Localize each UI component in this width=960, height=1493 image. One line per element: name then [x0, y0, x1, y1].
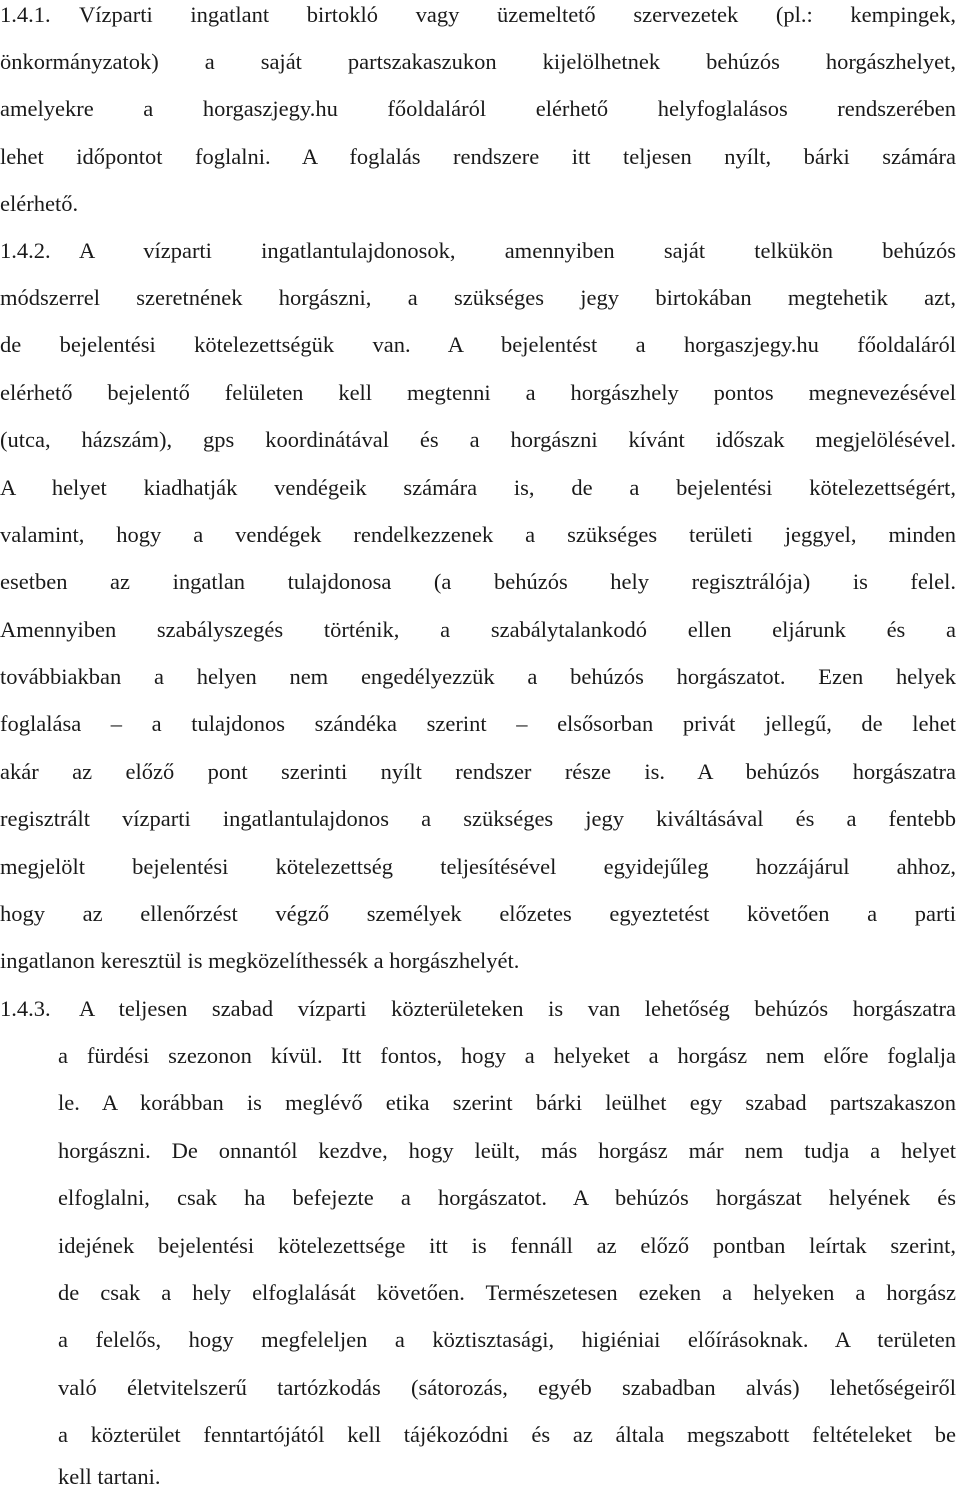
paragraph-line: elfoglalni, csak ha befejezte a horgászatot. A behúzós horgászat helyének és — [58, 1185, 956, 1210]
paragraph-line: de csak a hely elfoglalását követően. Természetesen ezeken a helyeken a horgász — [58, 1280, 956, 1305]
paragraph-line: A teljesen szabad vízparti közterületeken is van lehetőség behúzós horgászatra — [79, 996, 956, 1021]
paragraph-line: ingatlanon keresztül is megközelíthessék a horgászhelyét. — [0, 948, 520, 973]
paragraph-1-4-2 — [0, 236, 960, 996]
paragraph-line: A vízparti ingatlantulajdonosok, amennyiben saját telkükön behúzós — [79, 238, 956, 263]
paragraph-line: de bejelentési kötelezettségük van. A bejelentést a horgaszjegy.hu főoldaláról — [0, 332, 956, 357]
paragraph-1-4-3 — [0, 994, 960, 1493]
paragraph-line: hogy az ellenőrzést végző személyek előzetes egyeztetést követően a parti — [0, 901, 956, 926]
paragraph-line: horgászni. De onnantól kezdve, hogy leült, más horgász már nem tudja a helyet — [58, 1138, 956, 1163]
paragraph-line: akár az előző pont szerinti nyílt rendszer része is. A behúzós horgászatra — [0, 759, 956, 784]
paragraph-number: 1.4.1. — [0, 2, 51, 27]
paragraph-line: önkormányzatok) a saját partszakaszukon kijelölhetnek behúzós horgászhelyet, — [0, 49, 956, 74]
paragraph-line: elérhető. — [0, 191, 79, 216]
paragraph-line: esetben az ingatlan tulajdonosa (a behúzós hely regisztrálója) is felel. — [0, 569, 956, 594]
paragraph-line: való életvitelszerű tartózkodás (sátorozás, egyéb szabadban alvás) lehetőségeiről — [58, 1375, 956, 1400]
paragraph-line: megjelölt bejelentési kötelezettség teljesítésével egyidejűleg hozzájárul ahhoz, — [0, 854, 956, 879]
paragraph-line: foglalása – a tulajdonos szándéka szerint – elsősorban privát jellegű, de lehet — [0, 711, 956, 736]
paragraph-number: 1.4.2. — [0, 238, 51, 263]
paragraph-number: 1.4.3. — [0, 996, 51, 1021]
paragraph-line: amelyekre a horgaszjegy.hu főoldaláról elérhető helyfoglalásos rendszerében — [0, 96, 956, 121]
paragraph-line: továbbiakban a helyen nem engedélyezzük a behúzós horgászatot. Ezen helyek — [0, 664, 956, 689]
paragraph-line: le. A korábban is meglévő etika szerint bárki leülhet egy szabad partszakaszon — [58, 1090, 956, 1115]
paragraph-line: Amennyiben szabályszegés történik, a szabálytalankodó ellen eljárunk és a — [0, 617, 956, 642]
paragraph-line: a fürdési szezonon kívül. Itt fontos, hogy a helyeket a horgász nem előre foglalja — [58, 1043, 956, 1068]
paragraph-line: (utca, házszám), gps koordinátával és a horgászni kívánt időszak megjelölésével. — [0, 427, 956, 452]
paragraph-line: kell tartani. — [58, 1464, 161, 1489]
paragraph-line: a felelős, hogy megfeleljen a köztisztasági, higiéniai előírásoknak. A területen — [58, 1327, 956, 1352]
paragraph-line: regisztrált vízparti ingatlantulajdonos a szükséges jegy kiváltásával és a fentebb — [0, 806, 956, 831]
paragraph-line: módszerrel szeretnének horgászni, a szükséges jegy birtokában megtehetik azt, — [0, 285, 956, 310]
paragraph-line: A helyet kiadhatják vendégeik számára is, de a bejelentési kötelezettségért, — [0, 475, 956, 500]
paragraph-line: idejének bejelentési kötelezettsége itt is fennáll az előző pontban leírtak szerint, — [58, 1233, 956, 1258]
paragraph-line: lehet időpontot foglalni. A foglalás rendszere itt teljesen nyílt, bárki számára — [0, 144, 956, 169]
paragraph-line: valamint, hogy a vendégek rendelkezzenek a szükséges területi jeggyel, minden — [0, 522, 956, 547]
paragraph-line: elérhető bejelentő felületen kell megtenni a horgászhely pontos megnevezésével — [0, 380, 956, 405]
paragraph-1-4-1 — [0, 0, 960, 240]
paragraph-line: Vízparti ingatlant birtokló vagy üzemeltető szervezetek (pl.: kempingek, — [79, 2, 956, 27]
paragraph-line: a közterület fenntartójától kell tájékozódni és az általa megszabott feltételeket be — [58, 1422, 956, 1447]
